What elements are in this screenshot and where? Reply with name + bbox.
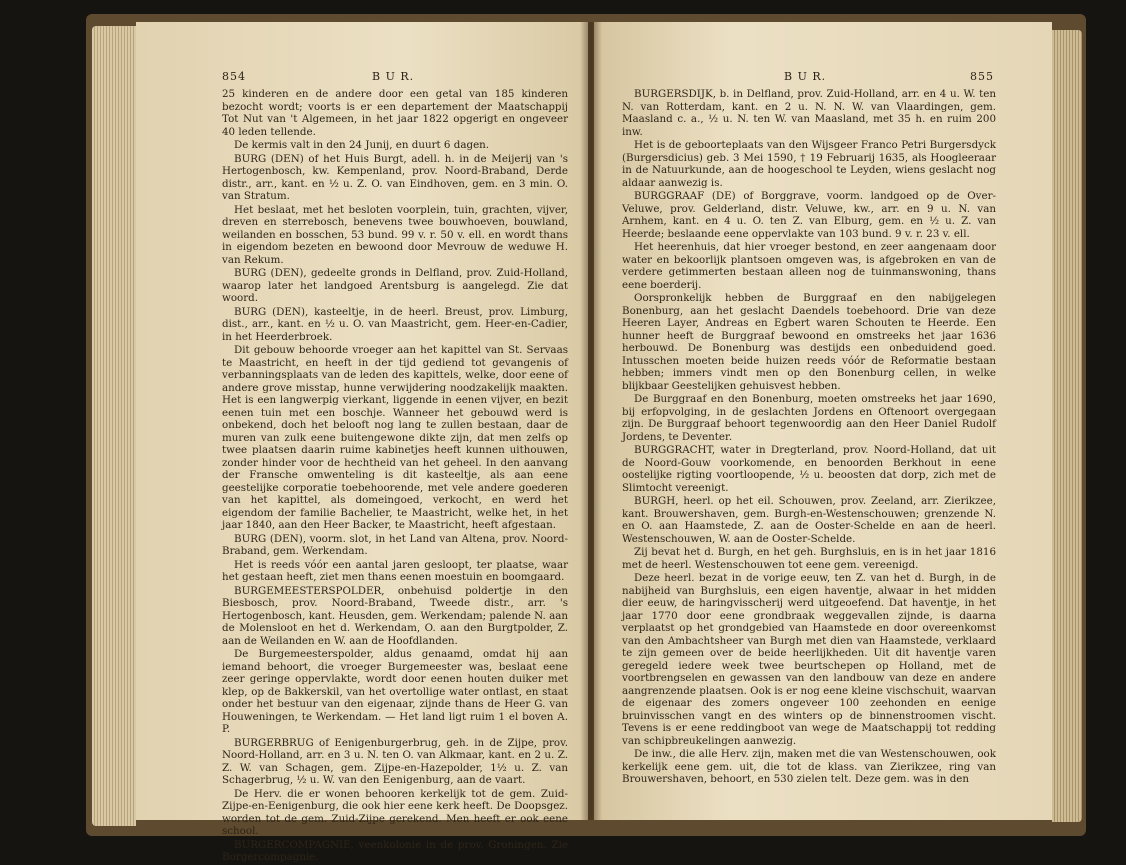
page-edges-left — [92, 26, 136, 826]
paragraph: De inw., die alle Herv. zijn, maken met die van Westenschouwen, ook kerkelijk eene gem. uit, die tot de klass. van Zierikzee, ring van Brouwershaven, behoort, en 530 zielen telt. Deze gem. was in den — [622, 748, 996, 785]
right-page — [594, 22, 1052, 820]
right-page-number: 855 — [970, 70, 994, 83]
paragraph: Het beslaat, met het besloten voorplein, tuin, grachten, vijver, dreven en sterrebosch, benevens twee bouwhoeven, bouwland, weilanden en bosschen, 53 bund. 99 v. r. 50 v. ell. en wordt thans in eigendom bezeten en bewoond door Mevrouw de weduwe H. van Rekum. — [222, 203, 568, 266]
paragraph: 25 kinderen en de andere door een getal van 185 kinderen bezocht wordt; voorts is er een departement der Maatschappij Tot Nut van 't Algemeen, in het jaar 1822 opgerigt en ongeveer 40 leden tellende. — [222, 88, 568, 138]
paragraph: Oorspronkelijk hebben de Burggraaf en den nabijgelegen Bonenburg, aan het geslacht Daendels toebehoord. Drie van deze Heeren Layer, Andreas en Egbert waren Schouten te Heerde. Een hunner heeft de Burggraaf bewoond en omstreeks het jaar 1636 herbouwd. De Bonenburg was destijds een onbeduidend goed. Intusschen moeten beide huizen reeds vóór de Reformatie bestaan hebben; immers vindt men op den Bonenburg cellen, in welke blijkbaar Geestelijken gehuisvest hebben. — [622, 292, 996, 392]
paragraph: BURGERSDIJK, b. in Delfland, prov. Zuid-Holland, arr. en 4 u. W. ten N. van Rotterdam, kant. en 2 u. N. N. W. van Vlaardingen, gem. Maasland c. a., ½ u. N. ten W. van Maasland, met 35 h. en ruim 200 inw. — [622, 88, 996, 138]
page-edges-right — [1052, 30, 1082, 822]
paragraph: Dit gebouw behoorde vroeger aan het kapittel van St. Servaas te Maastricht, en heeft in der tijd gediend tot gevangenis of verbanningsplaats van de leden des kapittels, welke, door eene of andere grove misstap, hunne verwijdering noodzakelijk maakten. Het is een langwerpig vierkant, liggende in eenen vijver, en bezit eenen tuin met een boschje. Wanneer het gebouwd werd is onbekend, doch het belooft nog lang te zullen bestaan, daar de muren van zulk eene buitengewone dikte zijn, dat men zelfs op twee plaatsen daarin ruime kabinetjes heeft kunnen uithouwen, zonder hinder voor de hechtheid van het geheel. In den aanvang der Fransche omwenteling is dit kasteeltje, als aan eene geestelijke corporatie toebehoorende, met vele andere goederen van het kapittel, als domeingoed, verkocht, en werd het eigendom der familie Bachelier, te Maastricht, welke het, in het jaar 1840, aan den Heer Backer, te Maastricht, heeft afgestaan. — [222, 344, 568, 531]
left-page-number: 854 — [222, 70, 246, 83]
paragraph: BURG (DEN), kasteeltje, in de heerl. Breust, prov. Limburg, dist., arr., kant. en ½ u. O. van Maastricht, gem. Heer-en-Cadier, in het Heerderbroek. — [222, 305, 568, 343]
paragraph: BURGGRACHT, water in Dregterland, prov. Noord-Holland, dat uit de Noord-Gouw voorkomende, en benoorden Berkhout in eene oostelijke rigting voortloopende, ½ u. beoosten dat dorp, zich met de Slimtocht vereenigt. — [622, 444, 996, 494]
paragraph: BURGH, heerl. op het eil. Schouwen, prov. Zeeland, arr. Zierikzee, kant. Brouwershaven, gem. Burgh-en-Westenschouwen; grenzende N. en O. aan Haamstede, Z. aan de Ooster-Schelde en aan de heerl. Westenschouwen, W. aan de Ooster-Schelde. — [622, 495, 996, 545]
paragraph: BURGEMEESTERSPOLDER, onbehuisd poldertje in den Biesbosch, prov. Noord-Braband, Tweede distr., arr. 's Hertogenbosch, kant. Heusden, gem. Werkendam; palende N. aan de Molensloot en het d. Werkendam, O. aan den Burgtpolder, Z. aan de Weilanden en W. aan de Hoofdlanden. — [222, 584, 568, 647]
paragraph: Het is de geboorteplaats van den Wijsgeer Franco Petri Burgersdyck (Burgersdicius) geb. 3 Mei 1590, † 19 Februarij 1635, als Hoogleeraar in de Natuurkunde, aan de hoogeschool te Leyden, wiens geslacht nog aldaar aanwezig is. — [622, 139, 996, 189]
paragraph: BURGERCOMPAGNIE, veenkolonie in de prov. Groningen. Zie Borgercompagnie. — [222, 838, 568, 863]
paragraph: De Burggraaf en den Bonenburg, moeten omstreeks het jaar 1690, bij erfopvolging, in de geslachten Jordens en Oftenoort overgegaan zijn. De Burggraaf behoort tegenwoordig aan den Heer Daniel Rudolf Jordens, te Deventer. — [622, 393, 996, 443]
paragraph: Zij bevat het d. Burgh, en het geh. Burghsluis, en is in het jaar 1816 met de heerl. Westenschouwen tot eene gem. vereenigd. — [622, 546, 996, 571]
paragraph: Het is reeds vóór een aantal jaren gesloopt, ter plaatse, waar het gestaan heeft, ziet men thans eenen moestuin en boomgaard. — [222, 558, 568, 583]
paragraph: BURG (DEN), voorm. slot, in het Land van Altena, prov. Noord-Braband, gem. Werkendam. — [222, 532, 568, 557]
paragraph: BURG (DEN) of het Huis Burgt, adell. h. in de Meijerij van 's Hertogenbosch, kw. Kempenland, prov. Noord-Braband, Derde distr., arr., kant. en ½ u. Z. O. van Eindhoven, gem. en 3 min. O. van Stratum. — [222, 152, 568, 202]
right-page-text — [622, 88, 996, 787]
paragraph: De Herv. die er wonen behooren kerkelijk tot de gem. Zuid-Zijpe-en-Eenigenburg, die ook hier eene kerk heeft. De Doopsgez. worden tot de gem. Zuid-Zijpe gerekend. Men heeft er ook eene school. — [222, 787, 568, 837]
left-page — [136, 22, 588, 863]
paragraph: BURG (DEN), gedeelte gronds in Delfland, prov. Zuid-Holland, waarop later het landgoed Arentsburg is aangelegd. Zie dat woord. — [222, 267, 568, 304]
paragraph: Deze heerl. bezat in de vorige eeuw, ten Z. van het d. Burgh, in de nabijheid van Burghsluis, een eigen haventje, alwaar in het midden dier eeuw, de haringvisscherij werd uitgeoefend. Dat haventje, in het jaar 1770 door eene grondbraak weggevallen zijnde, is daarna verplaatst op het grondgebied van Haamstede en door overeenkomst van den Ambachtsheer van Burgh met dien van Haamstede, verklaard te zijn gemeen over de beide heerlijkheden. Uit dit haventje varen geregeld iedere week twee beurtschepen op Holland, met de voortbrengselen en gewassen van den landbouw van deze en andere aangrenzende plaatsen. Ook is er nog eene kleine vischschuit, waarvan de eigenaar des zomers ongeveer 100 zeehonden en eenige bruinvisschen vangt en des winters op de binnenstroomen vischt. Tevens is er eene reddingboot van wege de Maatschappij tot redding van schipbreukelingen aanwezig. — [622, 572, 996, 747]
paragraph: BURGGRAAF (DE) of Borggrave, voorm. landgoed op de Over-Veluwe, prov. Gelderland, distr. Veluwe, kw., arr. en 9 u. N. van Arnhem, kant. en 4 u. O. ten Z. van Elburg, gem. en ½ u. Z. van Heerde; beslaande eene oppervlakte van 103 bund. 9 v. r. 23 v. ell. — [622, 190, 996, 240]
right-running-head: B U R. — [784, 70, 827, 83]
book-gutter — [580, 22, 602, 820]
paragraph: BURGERBRUG of Eenigenburgerbrug, geh. in de Zijpe, prov. Noord-Holland, arr. en 3 u. N. ten O. van Alkmaar, kant. en 2 u. Z. Z. W. van Schagen, gem. Zijpe-en-Hazepolder, 1½ u. Z. van Schagerbrug, ½ u. W. van den Eenigenburg, aan de vaart. — [222, 736, 568, 786]
left-running-head: B U R. — [372, 70, 415, 83]
paragraph: Het heerenhuis, dat hier vroeger bestond, en zeer aangenaam door water en bekoorlijk plantsoen omgeven was, is afgebroken en van de verdere getimmerten bestaan alleen nog de tuinmanswoning, thans eene boerderij. — [622, 241, 996, 291]
left-page-text — [222, 88, 568, 865]
paragraph: De kermis valt in den 24 Junij, en duurt 6 dagen. — [234, 139, 490, 151]
paragraph: De Burgemeesterspolder, aldus genaamd, omdat hij aan iemand behoort, die vroeger Burgemeester was, beslaat eene zeer geringe oppervlakte, wordt door eenen houten duiker met klep, op de Bakkerskil, van het overtollige water ontlast, en staat onder het bestuur van den eigenaar, zijnde thans de Heer G. van Houweningen, te Werkendam. — Het land ligt ruim 1 el boven A. P. — [222, 648, 568, 735]
